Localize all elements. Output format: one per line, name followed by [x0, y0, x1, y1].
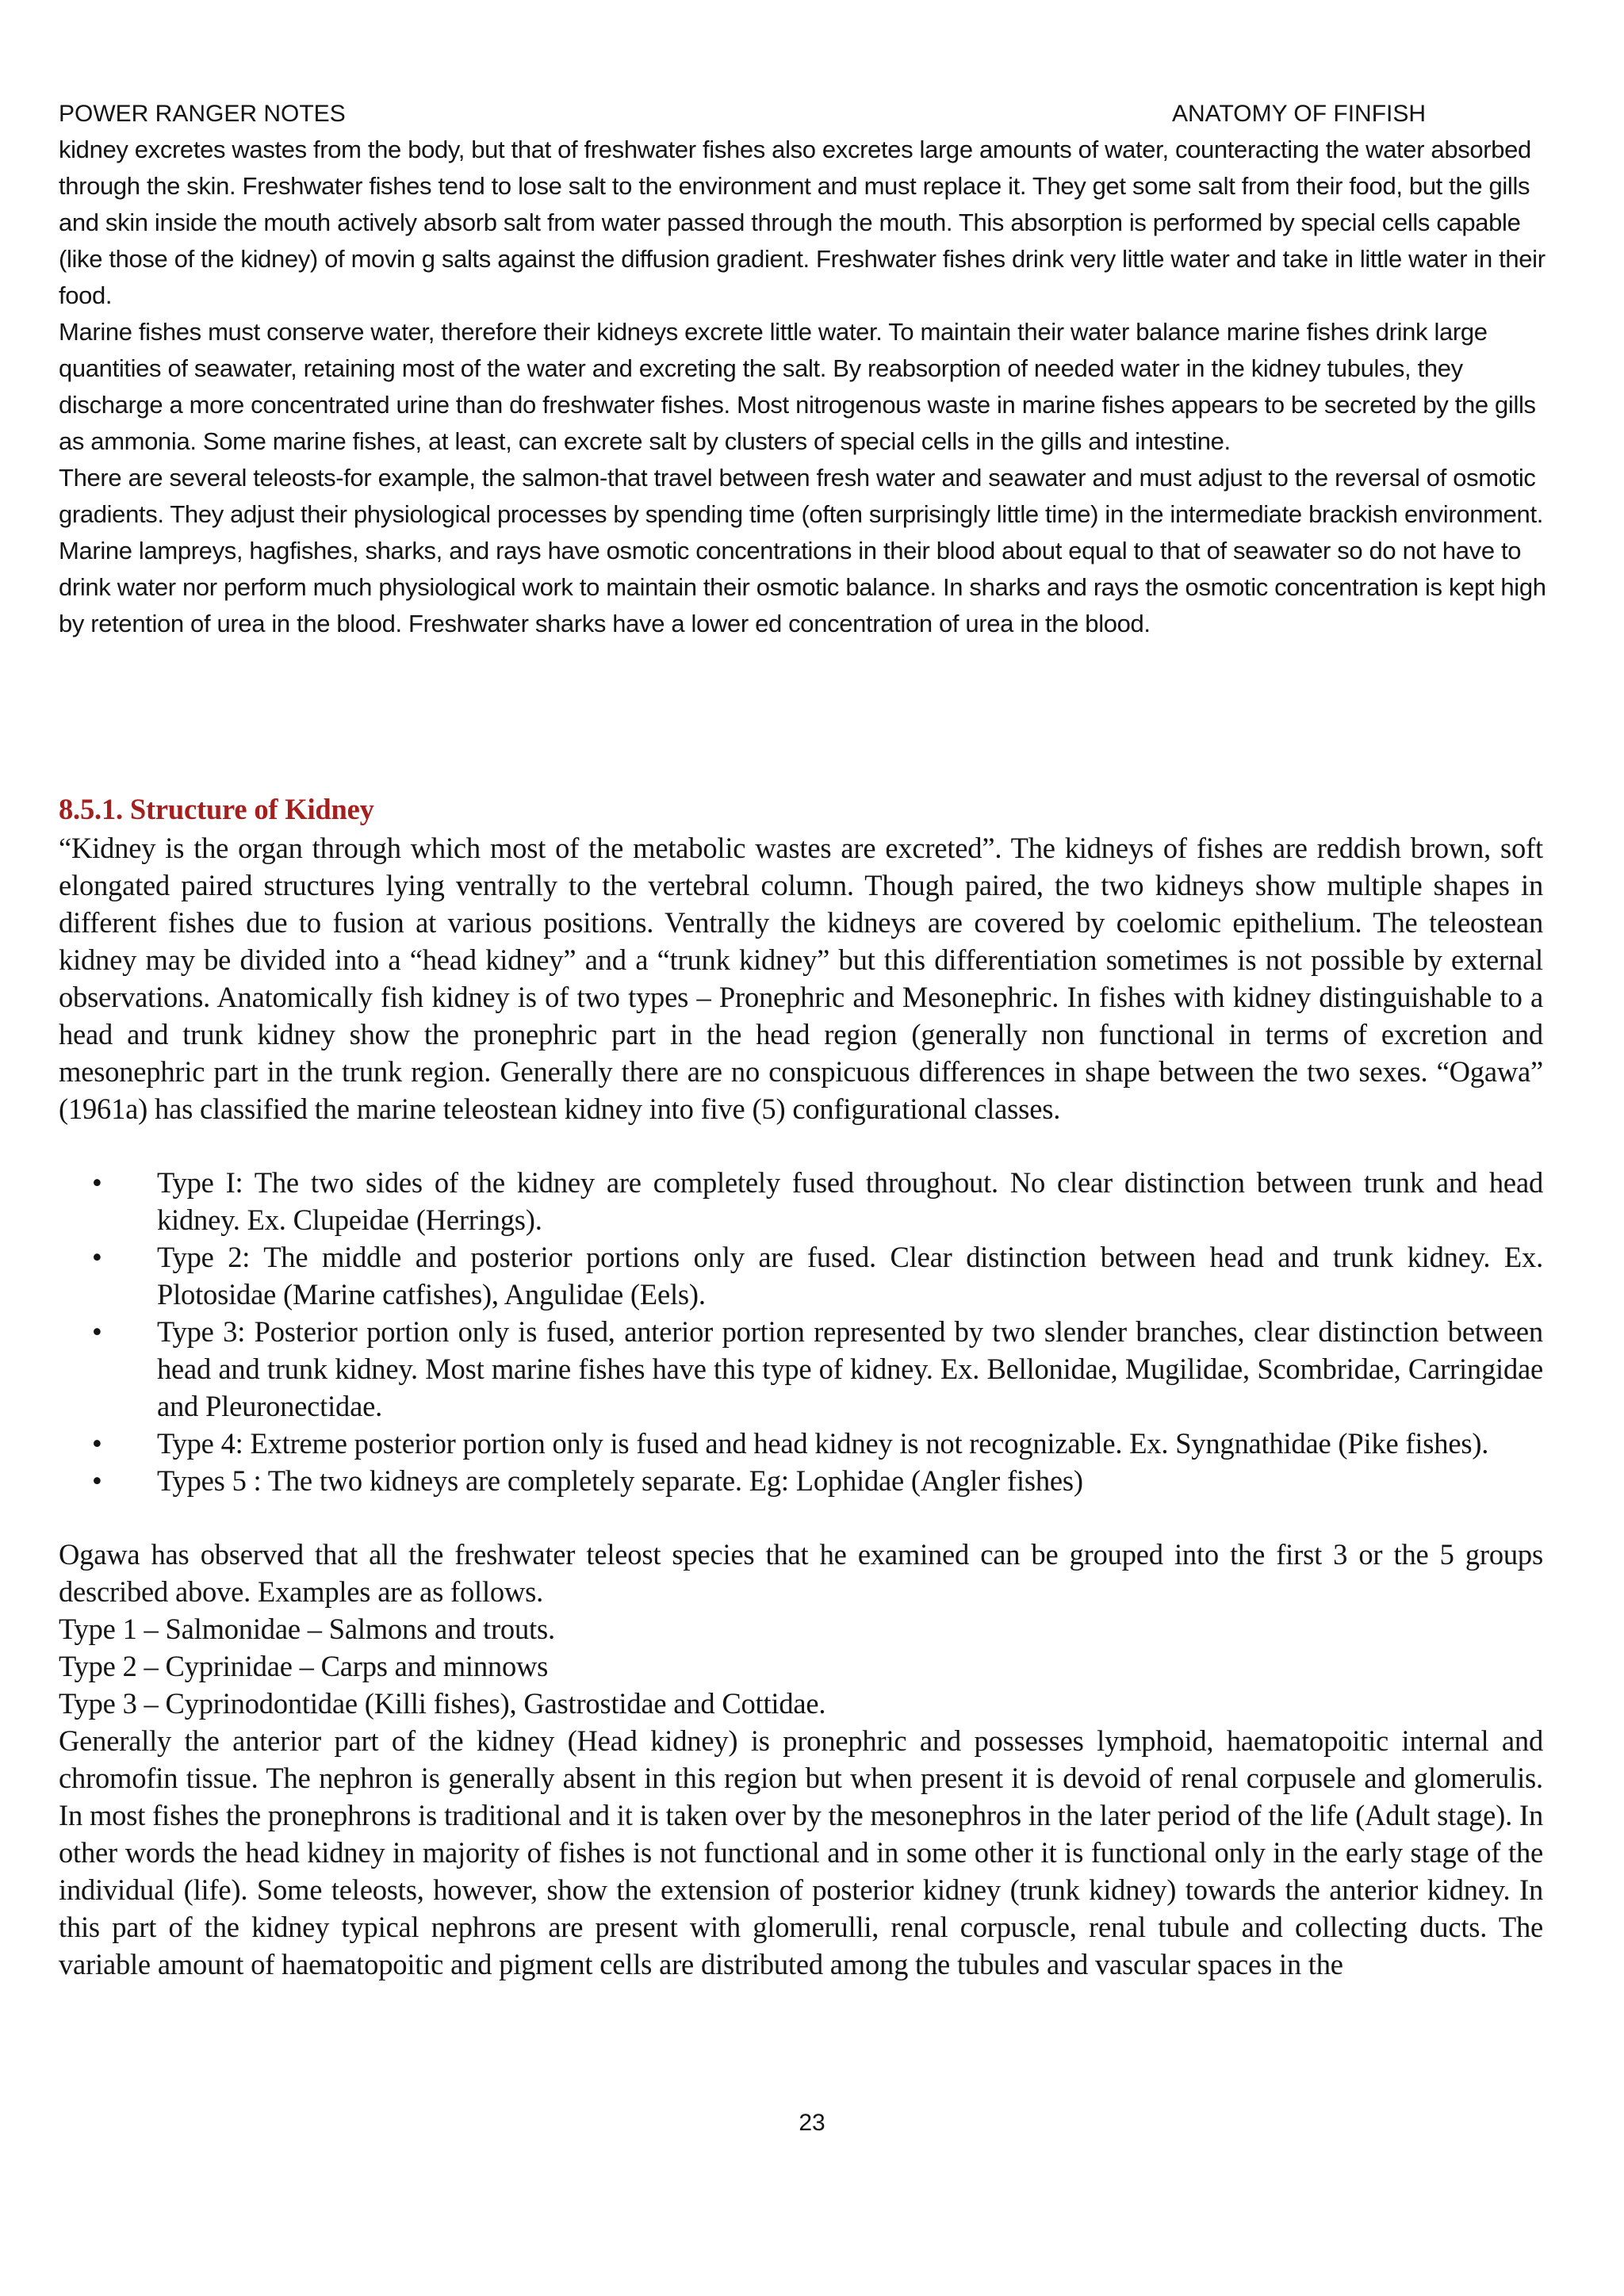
list-item: [92, 1164, 1543, 1238]
bullet-icon: •: [92, 1166, 102, 1199]
paragraph-lampreys-sharks: Marine lampreys, hagfishes, sharks, and rays have osmotic concentrations in their blood about equal to that of seawater so do not have to drink water nor perform much physiological work to maintain their osmotic balance. In sharks and rays the osmotic concentration is kept high by retention of urea in the blood. Freshwater sharks have a lower ed concentration of urea in the blood.: [59, 537, 1546, 637]
bullet-icon: •: [92, 1315, 102, 1348]
list-item-text: Types 5 : The two kidneys are completely separate. Eg: Lophidae (Angler fishes): [157, 1464, 1083, 1497]
list-item: [92, 1462, 1543, 1499]
paragraph-kidney-definition: “Kidney is the organ through which most of the metabolic wastes are excreted”. The kidneys of fishes are reddish brown, soft elongated paired structures lying ventrally to the vertebral column. Though paired, the two kidneys show multiple shapes in different fishes due to fusion at various positions. Ventrally the kidneys are covered by coelomic epithelium. The teleostean kidney may be divided into a “head kidney” and a “trunk kidney” but this differentiation sometimes is not possible by external observations. Anatomically fish kidney is of two types – Pronephric and Mesonephric. In fishes with kidney distinguishable to a head and trunk kidney show the pronephric part in the head region (generally non functional in terms of excretion and mesonephric part in the trunk region. Generally there are no conspicuous differences in shape between the two sexes. “Ogawa” (1961a) has classified the marine teleostean kidney into five (5) configurational classes.: [59, 832, 1543, 1125]
list-item-text: Type 2: The middle and posterior portions only are fused. Clear distinction between head and trunk kidney. Ex. Plotosidae (Marine catfishes), Angulidae (Eels).: [157, 1241, 1543, 1311]
paragraph-marine-fishes: Marine fishes must conserve water, therefore their kidneys excrete little water. To maintain their water balance marine fishes drink large quantities of seawater, retaining most of the water and excreting the salt. By reabsorption of needed water in the kidney tubules, they discharge a more concentrated urine than do freshwater fishes. Most nitrogenous waste in marine fishes appears to be secreted by the gills as ammonia. Some marine fishes, at least, can excrete salt by clusters of special cells in the gills and intestine.: [59, 318, 1536, 455]
example-type-2: Type 2 – Cyprinidae – Carps and minnows: [59, 1650, 549, 1682]
page-header: [59, 98, 1453, 130]
list-item-text: Type 3: Posterior portion only is fused, anterior portion represented by two slender branches, clear distinction between head and trunk kidney. Most marine fishes have this type of kidney. Ex. Bellonidae, Mugilidae, Scombridae, Carringidae and Pleuronectidae.: [157, 1315, 1543, 1422]
paragraph-ogawa-freshwater: Ogawa has observed that all the freshwater teleost species that he examined can be grouped into the first 3 or the 5 groups described above. Examples are as follows.: [59, 1538, 1543, 1608]
intro-text-block: [59, 132, 1557, 642]
bullet-icon: •: [92, 1241, 102, 1273]
example-type-1: Type 1 – Salmonidae – Salmons and trouts.: [59, 1613, 555, 1645]
section-heading: 8.5.1. Structure of Kidney: [59, 793, 374, 825]
kidney-structure-section: [59, 790, 1543, 1983]
paragraph-teleosts-migration: There are several teleosts-for example, the salmon-that travel between fresh water and seawater and must adjust to the reversal of osmotic gradients. They adjust their physiological processes by spending time (often surprisingly little time) in the intermediate brackish environment.: [59, 464, 1543, 528]
bullet-icon: •: [92, 1427, 102, 1460]
list-item: [92, 1238, 1543, 1313]
page-number: 23: [799, 2110, 825, 2136]
list-item-text: Type 4: Extreme posterior portion only is fused and head kidney is not recognizable. Ex. Syngnathidae (Pike fishes).: [157, 1427, 1489, 1460]
list-item: [92, 1425, 1543, 1462]
example-type-3: Type 3 – Cyprinodontidae (Killi fishes), Gastrostidae and Cottidae.: [59, 1687, 826, 1720]
paragraph-freshwater-kidney: kidney excretes wastes from the body, but that of freshwater fishes also excretes large amounts of water, counteracting the water absorbed through the skin. Freshwater fishes tend to lose salt to the environment and must replace it. They get some salt from their food, but the gills and skin inside the mouth actively absorb salt from water passed through the mouth. This absorption is performed by special cells capable (like those of the kidney) of movin g salts against the diffusion gradient. Freshwater fishes drink very little water and take in little water in their food.: [59, 136, 1545, 309]
header-notes-title: POWER RANGER NOTES: [59, 101, 346, 127]
bullet-icon: •: [92, 1464, 102, 1497]
header-chapter-title: ANATOMY OF FINFISH: [1172, 101, 1427, 127]
paragraph-head-kidney: Generally the anterior part of the kidney (Head kidney) is pronephric and possesses lymphoid, haematopoitic internal and chromofin tissue. The nephron is generally absent in this region but when present it is devoid of renal corpusele and glomerulis. In most fishes the pronephrons is traditional and it is taken over by the mesonephros in the later period of the life (Adult stage). In other words the head kidney in majority of fishes is not functional and in some other it is functional only in the early stage of the individual (life). Some teleosts, however, show the extension of posterior kidney (trunk kidney) towards the anterior kidney. In this part of the kidney typical nephrons are present with glomerulli, renal corpuscle, renal tubule and collecting ducts. The variable amount of haematopoitic and pigment cells are distributed among the tubules and vascular spaces in the: [59, 1724, 1543, 1980]
list-item: [92, 1313, 1543, 1425]
list-item-text: Type I: The two sides of the kidney are completely fused throughout. No clear distinction between trunk and head kidney. Ex. Clupeidae (Herrings).: [157, 1166, 1543, 1236]
kidney-type-list: [59, 1164, 1543, 1499]
